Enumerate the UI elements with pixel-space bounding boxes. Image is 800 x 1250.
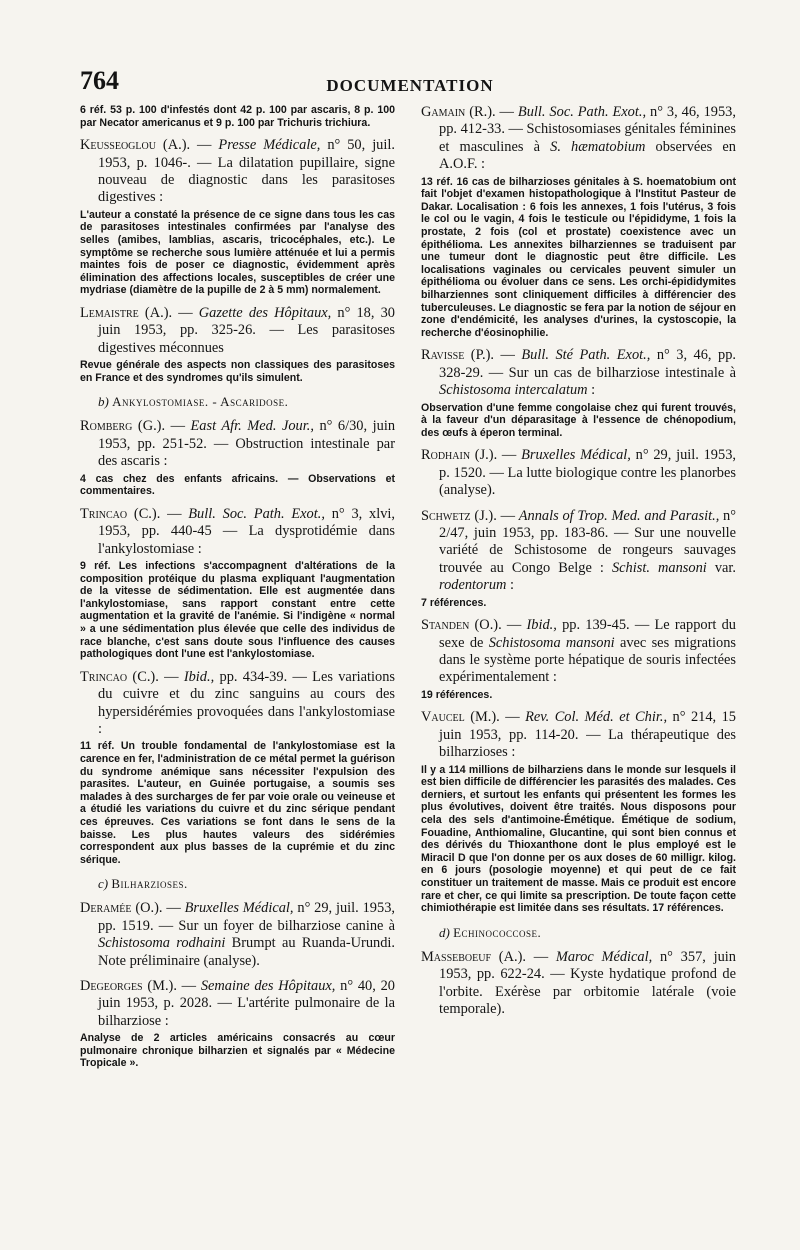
reference-details: : — [506, 577, 515, 594]
reference-source: Rev. Col. Méd. et Chir., — [525, 709, 668, 726]
reference-citation: Lemaistre (A.). — Gazette des Hôpitaux, n° 18, 30 juin 1953, pp. 325-26. — Les parasitoses digestives méconnues — [80, 304, 395, 356]
entry-abstract: 7 références. — [421, 596, 487, 609]
right-column — [421, 104, 736, 1026]
reference-details: avec ses migrations dans le système porte hépatique de souris infectées expérimentalement : — [439, 634, 736, 686]
reference-details: : — [587, 382, 596, 399]
reference-entry — [421, 447, 736, 499]
reference-author: Lemaistre (A.). — [80, 304, 173, 321]
reference-details: n° 29, juil. 1953, pp. 1519. — Sur un foyer de bilharziose canine à — [98, 900, 395, 934]
reference-author: Rodhain (J.). — [421, 447, 498, 464]
reference-entry — [80, 137, 395, 297]
reference-details: n° 50, juil. 1953, p. 1046-. — La dilatation pupillaire, signe nouveau de diagnostic dans les parasitoses digestives : — [98, 137, 395, 206]
reference-details: n° 2/47, juin 1953, pp. 183-86. — Sur une nouvelle variété de Schistosome de rongeurs sauvages trouvée au Congo Belge : — [439, 507, 737, 576]
reference-citation: Trincao (C.). — Ibid., pp. 434-39. — Les variations du cuivre et du zinc sanguins au cours des hypersidérémies provoquées dans l'ankylostomiase : — [80, 668, 395, 737]
reference-author: Vaucel (M.). — [421, 709, 500, 726]
reference-details: n° 40, 20 juin 1953, p. 2028. — L'artérite pulmonaire de la bilharziose : — [98, 977, 395, 1029]
reference-source: East Afr. Med. Jour., — [190, 418, 314, 435]
entry-abstract: 4 cas chez des enfants africains. — Observations et commentaires. — [80, 472, 395, 498]
reference-citation: Vaucel (M.). — Rev. Col. Méd. et Chir., n° 214, 15 juin 1953, pp. 114-20. — La thérapeutique des bilharzioses : — [421, 709, 736, 761]
reference-author: Standen (O.). — [421, 617, 502, 634]
section-title: Echinococcose. — [453, 924, 542, 940]
reference-entry — [80, 978, 395, 1070]
reference-citation: Gamain (R.). — Bull. Soc. Path. Exot., n° 3, 46, 1953, pp. 412-33. — Schistosomiases génitales féminines et masculines à S. hæmatobium observées en A.O.F. : — [421, 104, 736, 173]
reference-details: pp. 434-39. — Les variations du cuivre et du zinc sanguins au cours des hypersidérémies provoquées dans l'ankylostomiase : — [98, 668, 395, 737]
reference-source: Annals of Trop. Med. and Parasit., — [518, 507, 720, 524]
reference-citation: Keusseoglou (A.). — Presse Médicale, n° 50, juil. 1953, p. 1046-. — La dilatation pupillaire, signe nouveau de diagnostic dans les parasitoses digestives : — [80, 137, 395, 206]
reference-citation: Rodhain (J.). — Bruxelles Médical, n° 29, juil. 1953, p. 1520. — La lutte biologique contre les planorbes (analyse). — [421, 447, 736, 499]
reference-details: n° 6/30, juin 1953, pp. 251-52. — Obstruction intestinale par des ascaris : — [98, 418, 396, 470]
species-name: Schistosoma mansoni — [488, 634, 615, 651]
section-heading-bilharzioses — [98, 876, 395, 892]
section-letter: d) — [439, 924, 450, 940]
reference-details: n° 3, xlvi, 1953, pp. 440-45 — La dysprotidémie dans l'ankylostomiase : — [98, 505, 395, 557]
entry-abstract: 19 références. — [421, 688, 493, 701]
entry-abstract: 6 réf. 53 p. 100 d'infestés dont 42 p. 100 par ascaris, 8 p. 100 par Necator americanus et 9 p. 100 par Trichuris trichiura. — [80, 104, 395, 129]
reference-details: pp. 139-45. — Le rapport du sexe de — [439, 617, 736, 651]
reference-entry — [421, 508, 736, 610]
page-header: DOCUMENTATION — [326, 76, 494, 95]
reference-citation: Deramée (O.). — Bruxelles Médical, n° 29, juil. 1953, pp. 1519. — Sur un foyer de bilharziose canine à Schistosoma rodhaini Brumpt au Ruanda-Urundi. Note préliminaire (analyse). — [80, 900, 395, 969]
reference-source: Presse Médicale, — [218, 137, 321, 154]
reference-author: Trincao (C.). — [80, 505, 161, 522]
reference-entry — [80, 506, 395, 661]
reference-entry — [80, 418, 395, 497]
reference-citation: Schwetz (J.). — Annals of Trop. Med. and Parasit., n° 2/47, juin 1953, pp. 183-86. — Sur une nouvelle variété de Schistosome de rongeurs sauvages trouvée au Congo Belge : Schist. mansoni var. rodentorum : — [421, 507, 737, 594]
reference-author: Ravisse (P.). — [421, 347, 494, 364]
page-number: 764 — [80, 66, 119, 95]
reference-author: Degeorges (M.). — [80, 977, 177, 994]
reference-source: Gazette des Hôpitaux, — [198, 304, 332, 321]
left-column — [80, 104, 395, 1078]
reference-entry — [80, 900, 395, 970]
reference-citation: Standen (O.). — Ibid., pp. 139-45. — Le rapport du sexe de Schistosoma mansoni avec ses migrations dans le système porte hépatique de souris infectées expérimentalement : — [421, 617, 736, 686]
reference-details: n° 3, 46, 1953, pp. 412-33. — Schistosomiases génitales féminines et masculines à — [439, 104, 736, 155]
entry-abstract: Il y a 114 millions de bilharziens dans le monde sur lesquels il est bien difficile de différencier les parasités des malades. Ces derniers, et surtout les enfants qui présentent les formes les plus évolutives, doivent être traités. Nous disposons pour cela des sels d'antimoine-Émétique. Émétique de sodium, Fouadine, Anthiomaline, Glucantine, qui sont bien connus et des dérivés du Thioxanthone dont le plus employé est le Miracil D que l'on donne per os aux doses de 60 milligr. kilog. en 6 jours (posologie moyenne) et qui peut de ce fait constituer un traitement de masse. Mais ce produit est encore rare et cher, ce qui limite sa prescription. De toute façon cette chimiothérapie est limitée dans ses résultats. 17 références. — [421, 763, 737, 915]
reference-source: Bruxelles Médical, — [184, 900, 294, 917]
reference-source: Semaine des Hôpitaux, — [200, 977, 336, 994]
reference-author: Masseboeuf (A.). — [421, 948, 526, 965]
reference-author: Schwetz (J.). — [421, 507, 497, 524]
reference-author: Keusseoglou (A.). — [80, 137, 191, 154]
reference-source: Maroc Médical, — [555, 948, 653, 965]
reference-entry — [80, 305, 395, 384]
reference-entry — [421, 709, 736, 914]
reference-source: Bruxelles Médical, — [521, 447, 631, 464]
entry-abstract: Revue générale des aspects non classiques des parasitoses en France et des syndromes qu'ils simulent. — [80, 359, 395, 384]
reference-citation: Degeorges (M.). — Semaine des Hôpitaux, n° 40, 20 juin 1953, p. 2028. — L'artérite pulmonaire de la bilharziose : — [80, 977, 395, 1029]
reference-author: Deramée (O.). — [80, 900, 163, 917]
section-title: Ankylostomiase. - Ascaridose. — [112, 394, 289, 410]
section-letter: c) — [98, 876, 109, 892]
reference-citation: Masseboeuf (A.). — Maroc Médical, n° 357, juin 1953, pp. 622-24. — Kyste hydatique profond de l'orbite. Exérèse par orbitomie latérale (voie temporale). — [421, 948, 736, 1017]
reference-citation: Trincao (C.). — Bull. Soc. Path. Exot., n° 3, xlvi, 1953, pp. 440-45 — La dysprotidémie dans l'ankylostomiase : — [80, 505, 395, 557]
reference-entry — [421, 949, 736, 1019]
reference-details: n° 3, 46, pp. 328-29. — Sur un cas de bilharziose intestinale à — [439, 347, 737, 381]
reference-details: n° 357, juin 1953, pp. 622-24. — Kyste hydatique profond de l'orbite. Exérèse par orbitomie latérale (voie temporale). — [439, 948, 736, 1017]
section-heading-ankylostomiase — [98, 394, 395, 410]
reference-entry — [80, 104, 395, 129]
species-name: Schistosoma intercalatum — [439, 382, 588, 399]
reference-author: Trincao (C.). — [80, 668, 159, 685]
variety-name: rodentorum — [439, 577, 507, 594]
reference-details: n° 29, juil. 1953, p. 1520. — La lutte biologique contre les planorbes (analyse). — [439, 447, 736, 499]
reference-citation: Romberg (G.). — East Afr. Med. Jour., n° 6/30, juin 1953, pp. 251-52. — Obstruction intestinale par des ascaris : — [80, 418, 396, 470]
reference-entry — [421, 617, 736, 701]
entry-abstract: Analyse de 2 articles américains consacrés au cœur pulmonaire chronique bilharzien et signalés par « Médecine Tropicale ». — [80, 1032, 395, 1070]
reference-source: Bull. Soc. Path. Exot., — [188, 505, 325, 522]
reference-details: var. — [706, 559, 737, 576]
species-name: Schistosoma rodhaini — [98, 935, 226, 952]
entry-abstract: 9 réf. Les infections s'accompagnent d'altérations de la composition protéique du plasma expliquant l'augmentation de la vitesse de sédimentation. Elle est augmentée dans l'ankylostomiase, sans rapport constant entre cette augmentation et la gravité de l'anémie. Si l'indigène « normal » a une sédimentation plus élevée que celle des individus de race blanche, c'est sans doute sous l'influence des causes pathologiques dont l'une est l'ankylostomiase. — [80, 560, 395, 661]
section-title: Bilharzioses. — [111, 876, 188, 892]
reference-entry — [80, 669, 395, 867]
reference-details: Brumpt au Ruanda-Urundi. Note préliminaire (analyse). — [98, 935, 395, 969]
entry-abstract: 13 réf. 16 cas de bilharzioses génitales à S. hoematobium ont fait l'objet d'examen histopathologique à l'Institut Pasteur de Dakar. Localisation : 6 fois les annexes, 1 fois l'utérus, 3 fois le col ou le vagin, 4 fois le testicule ou l'épididyme, 1 fois la prostate, 2 fois (col et prostate) coexistence avec un épithélioma. Les annexites bilharziennes se traduisent par une tumeur dont le diagnostic peut être difficile. Les localisations vaginales ou cervicales peuvent simuler un épithélioma ou évoluer dans ce sens. Les orchi-épididymites bilharziennes sont cliniquement difficiles à différencier des tuberculeuses. Le diagnostic se fera par la notion de séjour en zone d'endémicité, les analyses d'urines, la cystoscopie, la recherche d'éosinophilie. — [421, 175, 736, 339]
section-heading-echinococcose — [439, 925, 736, 941]
species-name: S. hæmatobium — [550, 138, 646, 155]
reference-source: Bull. Soc. Path. Exot., — [517, 104, 647, 120]
reference-details: n° 18, 30 juin 1953, pp. 325-26. — Les parasitoses digestives méconnues — [98, 304, 395, 356]
reference-details: n° 214, 15 juin 1953, pp. 114-20. — La thérapeutique des bilharzioses : — [439, 709, 736, 761]
reference-author: Gamain (R.). — [421, 104, 496, 120]
reference-source: Bull. Sté Path. Exot., — [521, 347, 651, 364]
reference-entry — [421, 347, 736, 439]
reference-author: Romberg (G.). — [80, 418, 166, 435]
species-name: Schist. mansoni — [611, 559, 707, 576]
reference-source: Ibid., — [526, 617, 557, 634]
entry-abstract: Observation d'une femme congolaise chez qui furent trouvés, à la faveur d'un déparasitage à l'essence de chénopodium, des œufs à éperon terminal. — [421, 401, 736, 439]
entry-abstract: L'auteur a constaté la présence de ce signe dans tous les cas de parasitoses intestinales confirmées par l'analyse des selles (amibes, lamblias, ascaris, tricocéphales, etc.). Le symptôme se recherche sous lumière atténuée et lui a permis maintes fois de poser ce diagnostic, évidemment après élimination des affections locales, susceptibles de créer une mydriase (diamètre de la pupille de 2 à 5 mm) normalement. — [80, 208, 395, 297]
entry-abstract: 11 réf. Un trouble fondamental de l'ankylostomiase est la carence en fer, l'administration de ce métal permet la guérison du syndrome anémique sans nécessiter l'expulsion des parasites. L'auteur, en Guinée portugaise, a soumis ses malades à des surcharges de fer par voie orale ou veineuse et a étudié les variations du cuivre et du zinc sérique pendant ces épreuves. Ces variations se font dans le sens de la baisse. Les plus hautes valeurs des sidérémies correspondent aux plus basses de la cuprémie et du zinc sérique. — [80, 740, 395, 866]
section-letter: b) — [98, 394, 109, 410]
reference-entry — [421, 104, 736, 339]
reference-citation: Ravisse (P.). — Bull. Sté Path. Exot., n° 3, 46, pp. 328-29. — Sur un cas de bilharziose intestinale à Schistosoma intercalatum : — [421, 347, 737, 399]
reference-details: observées en A.O.F. : — [439, 138, 736, 173]
reference-source: Ibid., — [183, 668, 215, 685]
